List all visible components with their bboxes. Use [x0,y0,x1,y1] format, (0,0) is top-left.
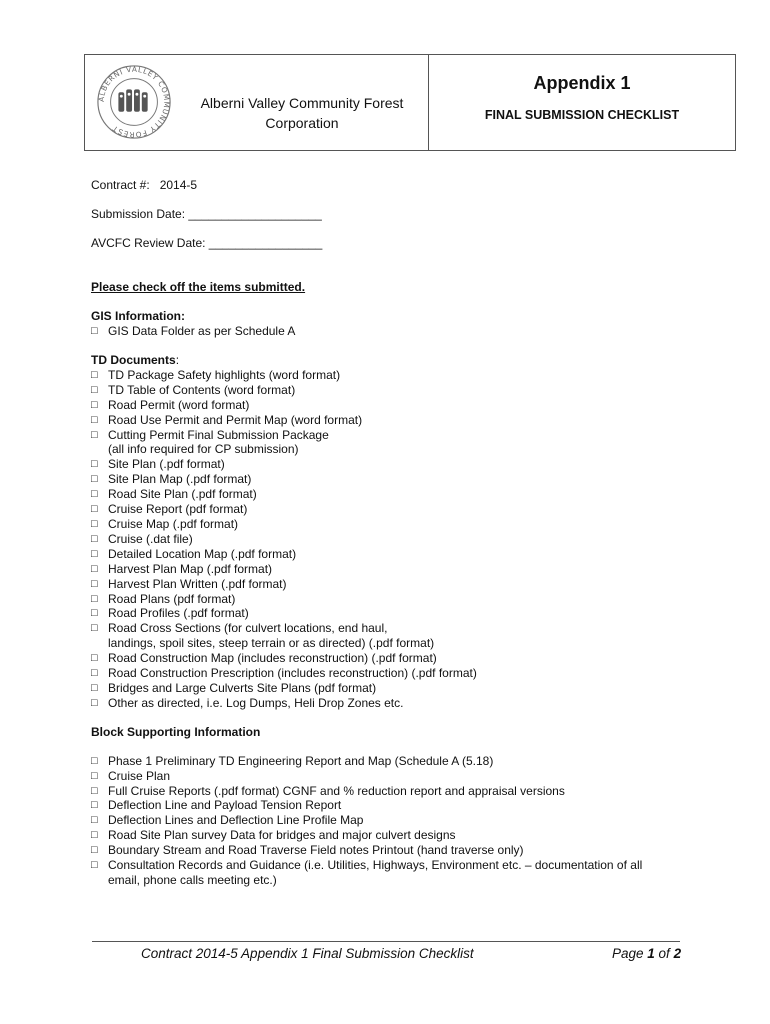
checklist-item-text: Consultation Records and Guidance (i.e. Utilities, Highways, Environment etc. – documentation of all [108,858,643,873]
checkbox[interactable]: □ [91,503,98,516]
page-total: 2 [673,946,682,961]
checklist-item [91,457,711,472]
checklist-item [91,843,711,858]
checklist-item [91,532,711,547]
checklist-item-text: Cutting Permit Final Submission Package [108,427,329,442]
checkbox[interactable]: □ [91,784,98,797]
page-of: of [654,946,674,961]
checkbox[interactable]: □ [91,473,98,486]
checkbox[interactable]: □ [91,652,98,665]
checklist-item [91,666,711,681]
checklist-item-text: email, phone calls meeting etc.) [108,873,277,887]
checklist-item [91,517,711,532]
checklist-item [91,562,711,577]
checklist-item [91,472,711,487]
checklist-item-text: Cruise Report (pdf format) [108,502,248,517]
checkbox[interactable]: □ [91,607,98,620]
review-date-field: AVCFC Review Date: _________________ [91,236,323,250]
checklist-item [91,858,711,888]
checklist-item-text: Cruise Plan [108,768,171,783]
checklist-item-text: Road Permit (word format) [108,397,250,412]
checkbox[interactable]: □ [91,681,98,694]
instruction: Please check off the items submitted. [91,280,306,294]
header-box [84,54,736,151]
checklist-item [91,324,711,339]
checklist-item [91,413,711,428]
checklist-item [91,813,711,828]
checklist-item [91,651,711,666]
footer-rule [92,941,680,942]
checklist-item-text: (all info required for CP submission) [108,442,299,457]
checklist-item-text: Harvest Plan Map (.pdf format) [108,561,273,576]
checklist-item [91,798,711,813]
checkbox[interactable]: □ [91,754,98,767]
checklist-item [91,502,711,517]
checklist-item-text: Site Plan (.pdf format) [108,457,225,472]
checklist-item-text: TD Package Safety highlights (word format) [108,367,341,382]
checklist-item-text: Deflection Lines and Deflection Line Profile Map [108,813,364,828]
checklist-item [91,606,711,621]
checklist-item-text: landings, spoil sites, steep terrain or as directed) (.pdf format) [108,636,435,651]
page-number [612,946,681,961]
checklist-item-text: Road Construction Map (includes reconstruction) (.pdf format) [108,651,437,666]
checkbox[interactable]: □ [91,517,98,530]
td-heading-suffix: : [175,352,180,367]
checklist-item-text: Road Cross Sections (for culvert locations, end haul, [108,621,388,636]
block-list [91,754,711,888]
footer-title: Contract 2014-5 Appendix 1 Final Submission Checklist [141,946,474,961]
checklist-item [91,547,711,562]
checkbox[interactable]: □ [91,325,98,337]
checklist-item [91,577,711,592]
checklist-item [91,754,711,769]
org-name-line2: Corporation [265,115,339,131]
checkbox[interactable]: □ [91,413,98,426]
checkbox[interactable]: □ [91,829,98,842]
checklist-item-text: Cruise Map (.pdf format) [108,516,239,531]
checkbox[interactable]: □ [91,562,98,575]
checkbox[interactable]: □ [91,667,98,680]
checkbox[interactable]: □ [91,458,98,471]
checklist-item [91,621,711,651]
checklist-item-text: Other as directed, i.e. Log Dumps, Heli Drop Zones etc. [108,695,404,710]
checklist-item-text: Phase 1 Preliminary TD Engineering Report and Map (Schedule A (5.18) [108,753,494,768]
document-body [91,178,711,888]
checklist-item-text: Site Plan Map (.pdf format) [108,472,252,487]
checkbox[interactable]: □ [91,844,98,857]
checklist-item-text: TD Table of Contents (word format) [108,382,296,397]
checklist-item-text: Bridges and Large Culverts Site Plans (pdf format) [108,680,377,695]
checkbox[interactable]: □ [91,622,98,635]
checkbox[interactable]: □ [91,398,98,411]
checklist-item-text: Road Site Plan survey Data for bridges and major culvert designs [108,828,456,843]
checkbox[interactable]: □ [91,383,98,396]
checklist-title: FINAL SUBMISSION CHECKLIST [484,108,680,122]
checklist-item-text: Road Site Plan (.pdf format) [108,487,257,502]
logo-text: ALBERNI VALLEY COMMUNITY FOREST [96,64,172,140]
td-heading [91,353,711,368]
checklist-item-text: Road Plans (pdf format) [108,591,236,606]
checklist-item [91,592,711,607]
checklist-item-text: GIS Data Folder as per Schedule A [108,324,296,338]
checklist-item [91,428,711,458]
checklist-item-text: Road Profiles (.pdf format) [108,606,249,621]
block-heading: Block Supporting Information [91,724,261,739]
checklist-item-text: Deflection Line and Payload Tension Report [108,798,342,813]
checkbox[interactable]: □ [91,547,98,560]
org-name [187,93,417,133]
checklist-item [91,828,711,843]
checklist-item-text: Harvest Plan Written (.pdf format) [108,576,287,591]
page-current: 1 [647,946,655,961]
checkbox[interactable]: □ [91,799,98,812]
checklist-item-text: Road Use Permit and Permit Map (word format) [108,412,363,427]
header-left [85,55,429,150]
checklist-item [91,383,711,398]
checklist-item-text: Full Cruise Reports (.pdf format) CGNF and % reduction report and appraisal versions [108,783,565,798]
gis-list [91,324,711,339]
checkbox[interactable]: □ [91,814,98,827]
checkbox[interactable]: □ [91,577,98,590]
td-heading-label: TD Documents [91,352,176,367]
alberni-valley-logo [95,63,173,141]
checklist-item [91,696,711,711]
header-right [429,55,735,150]
checklist-item-text: Road Construction Prescription (includes reconstruction) (.pdf format) [108,666,477,681]
checkbox[interactable]: □ [91,488,98,501]
org-name-line1: Alberni Valley Community Forest [200,95,404,111]
checkbox[interactable]: □ [91,532,98,545]
checkbox[interactable]: □ [91,769,98,782]
checklist-item-text: Detailed Location Map (.pdf format) [108,546,297,561]
appendix-title: Appendix 1 [533,73,631,93]
checklist-item-text: Boundary Stream and Road Traverse Field notes Printout (hand traverse only) [108,843,524,858]
checklist-item [91,681,711,696]
checkbox[interactable]: □ [91,428,98,441]
checklist-item [91,769,711,784]
checkbox[interactable]: □ [91,696,98,709]
checklist-item [91,398,711,413]
contract-field: Contract #: 2014-5 [91,178,198,192]
checklist-item-text: Cruise (.dat file) [108,531,193,546]
checkbox[interactable]: □ [91,368,98,381]
page-prefix: Page [612,946,648,961]
checklist-item [91,784,711,799]
gis-heading: GIS Information: [91,309,185,323]
checklist-item [91,368,711,383]
td-list [91,368,711,711]
submission-date-field: Submission Date: ____________________ [91,207,322,221]
checklist-item [91,487,711,502]
checkbox[interactable]: □ [91,592,98,605]
checkbox[interactable]: □ [91,859,98,872]
